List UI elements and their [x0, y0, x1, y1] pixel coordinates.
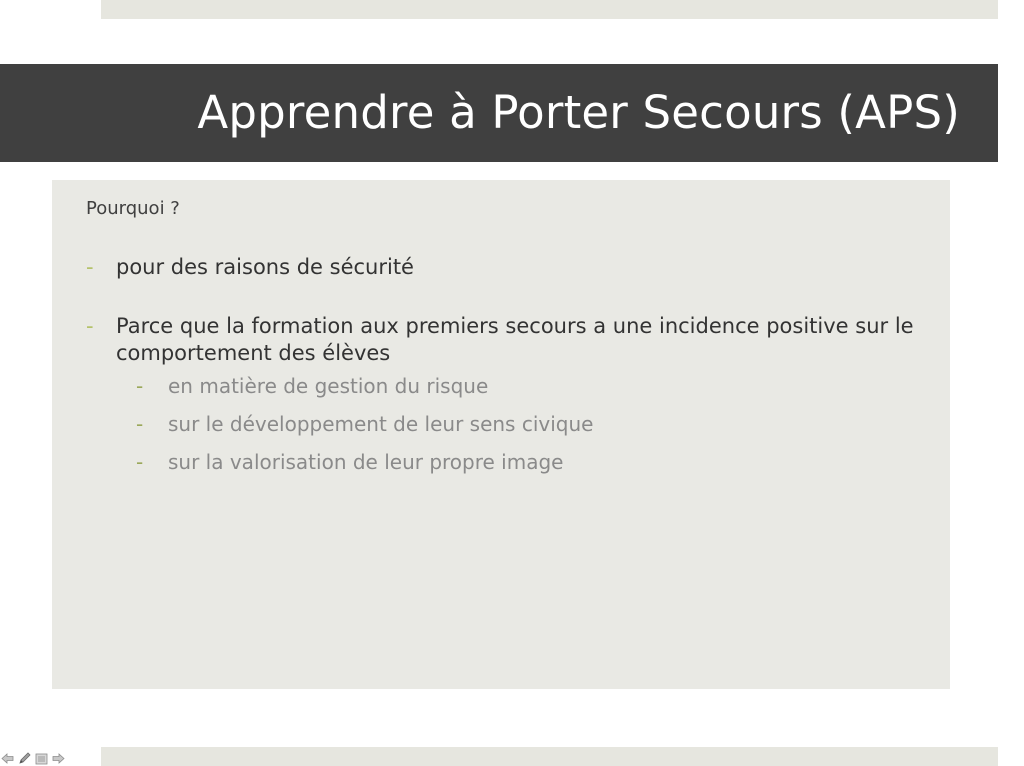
bullet-text: Parce que la formation aux premiers secours a une incidence positive sur le comportement des élèves	[116, 314, 914, 365]
bullet-item	[86, 254, 916, 281]
pen-button[interactable]	[17, 752, 32, 765]
sub-bullet-dash: -	[136, 450, 144, 474]
sub-bullet-item	[136, 373, 916, 399]
sub-bullet-text: en matière de gestion du risque	[168, 374, 489, 398]
sub-bullet-list	[136, 373, 916, 475]
pen-icon	[18, 752, 31, 765]
slide-title: Apprendre à Porter Secours (APS)	[197, 86, 960, 139]
bullet-item	[86, 313, 916, 475]
slide-menu-icon	[35, 753, 48, 765]
bullet-list	[86, 254, 916, 507]
intro-question: Pourquoi ?	[86, 198, 180, 219]
bullet-text: pour des raisons de sécurité	[116, 255, 414, 279]
bullet-dash: -	[86, 314, 94, 338]
content-panel	[52, 180, 950, 689]
bullet-dash: -	[86, 255, 94, 279]
next-slide-icon	[52, 753, 65, 764]
slide-menu-button[interactable]	[34, 752, 49, 765]
sub-bullet-text: sur la valorisation de leur propre image	[168, 450, 564, 474]
next-slide-button[interactable]	[51, 752, 66, 765]
previous-slide-button[interactable]	[0, 752, 15, 765]
slideshow-navigation	[0, 751, 66, 766]
title-bar	[0, 64, 998, 162]
previous-slide-icon	[1, 753, 14, 764]
top-decorative-band	[101, 0, 998, 19]
sub-bullet-dash: -	[136, 374, 144, 398]
bottom-decorative-band	[101, 747, 998, 766]
sub-bullet-text: sur le développement de leur sens civique	[168, 412, 594, 436]
sub-bullet-dash: -	[136, 412, 144, 436]
sub-bullet-item	[136, 449, 916, 475]
sub-bullet-item	[136, 411, 916, 437]
